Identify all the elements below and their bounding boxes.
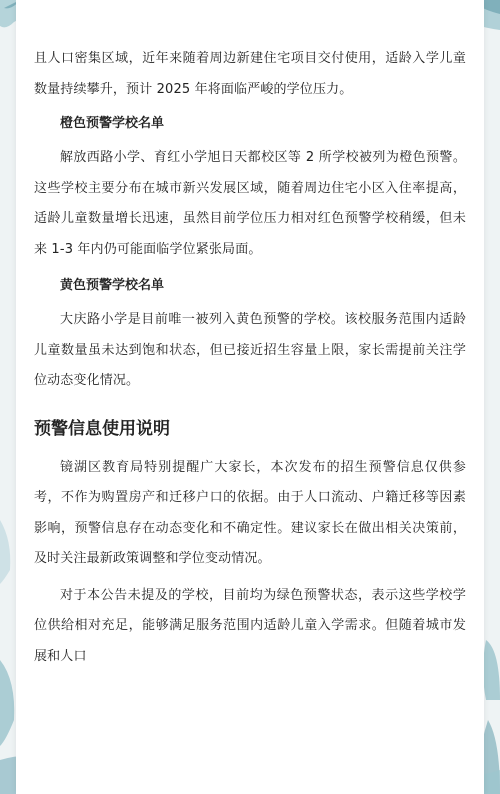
yellow-warning-heading: 黄色预警学校名单 — [60, 278, 165, 293]
section-title: 预警信息使用说明 — [34, 418, 170, 439]
yellow-warning-paragraph: 大庆路小学是目前唯一被列入黄色预警的学校。该校服务范围内适龄儿童数量虽未达到饱和状态，但已接近招生容量上限，家长需提前关注学位动态变化情况。 — [34, 312, 466, 388]
paragraph-intro-continuation: 且人口密集区域，近年来随着周边新建住宅项目交付使用，适龄入学儿童数量持续攀升，预计 2025 年将面临严峻的学位压力。 — [34, 51, 466, 97]
green-warning-paragraph: 对于本公告未提及的学校，目前均为绿色预警状态，表示这些学校学位供给相对充足，能够满足服务范围内适龄儿童入学需求。但随着城市发展和人口 — [34, 587, 466, 664]
orange-warning-paragraph: 解放西路小学、育红小学旭日天都校区等 2 所学校被列为橙色预警。这些学校主要分布在城市新兴发展区域，随着周边住宅小区入住率提高，适龄儿童数量增长迅速，虽然目前学位压力相对红色预警学校稍缓，但未来 1-3 年内仍可能面临学位紧张局面。 — [34, 150, 466, 257]
article-body — [34, 44, 466, 678]
orange-warning-heading: 橙色预警学校名单 — [60, 116, 165, 131]
usage-notice-paragraph: 镜湖区教育局特别提醒广大家长，本次发布的招生预警信息仅供参考，不作为购置房产和迁移户口的依据。由于人口流动、户籍迁移等因素影响，预警信息存在动态变化和不确定性。建议家长在做出相关决策前，及时关注最新政策调整和学位变动情况。 — [34, 459, 466, 566]
